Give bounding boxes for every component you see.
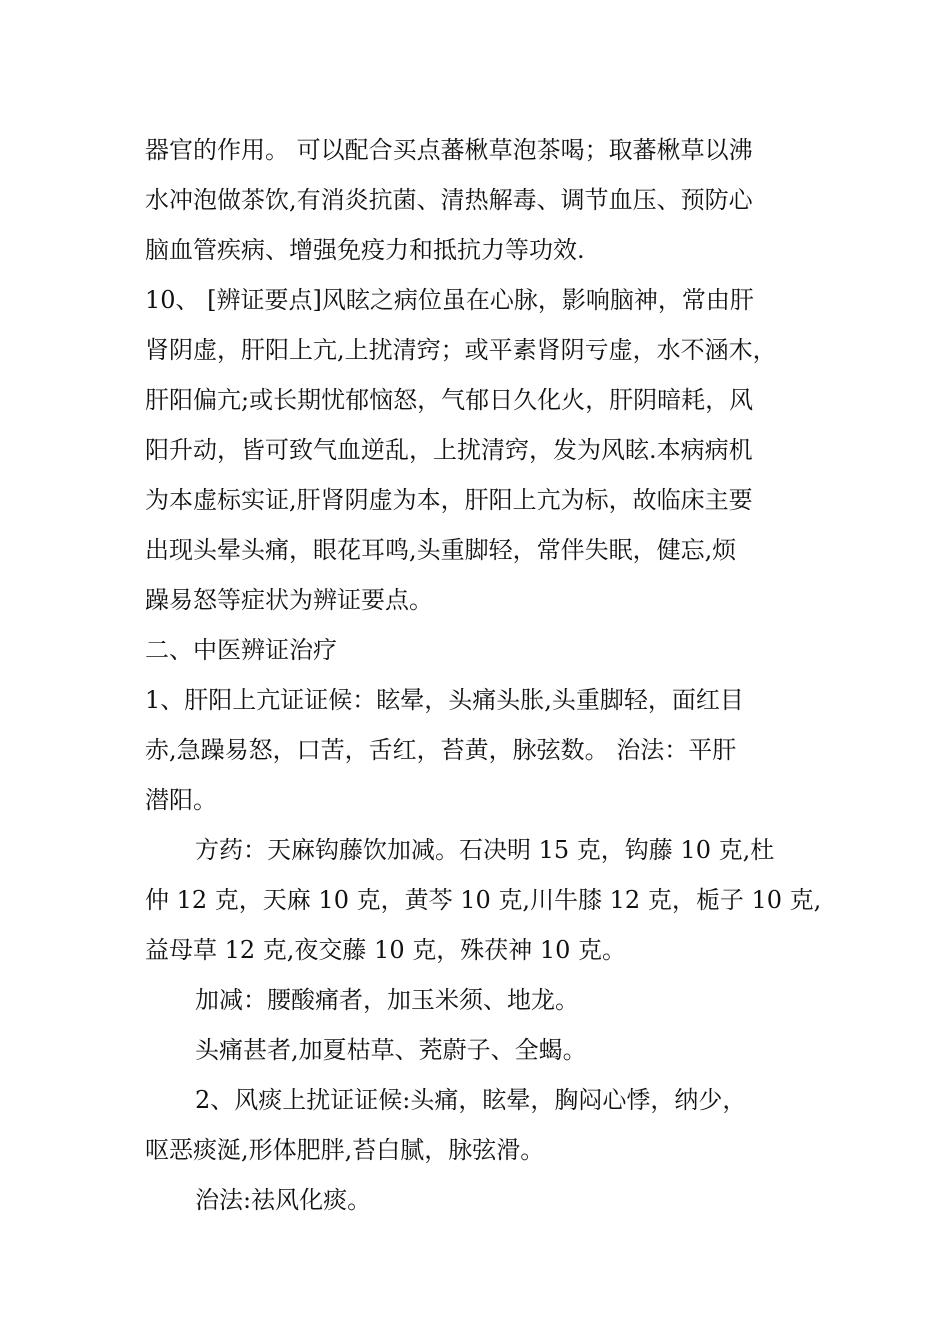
section-heading: 二、中医辨证治疗: [145, 636, 337, 664]
text-line: 阳升动，皆可致气血逆乱，上扰清窍，发为风眩.本病病机: [145, 436, 753, 464]
text-line: 10、 [辨证要点]风眩之病位虽在心脉，影响脑神，常由肝: [145, 286, 754, 314]
text-line: 赤,急躁易怒，口苦，舌红，苔黄，脉弦数。 治法：平肝: [145, 736, 737, 764]
text-line: 肝阳偏亢;或长期忧郁恼怒，气郁日久化火，肝阴暗耗，风: [145, 386, 754, 414]
text-line: 呕恶痰涎,形体肥胖,苔白腻，脉弦滑。: [145, 1136, 545, 1164]
text-line: 仲 12 克，天麻 10 克，黄芩 10 克,川牛膝 12 克，栀子 10 克,: [145, 886, 822, 914]
text-line: 治法:祛风化痰。: [195, 1186, 372, 1214]
text-line: 躁易怒等症状为辨证要点。: [145, 586, 433, 614]
text-line: 头痛甚者,加夏枯草、茺蔚子、全蝎。: [195, 1036, 587, 1064]
text-line: 益母草 12 克,夜交藤 10 克，殊茯神 10 克。: [145, 936, 627, 964]
text-line: 为本虚标实证,肝肾阴虚为本，肝阳上亢为标，故临床主要: [145, 486, 753, 514]
text-line: 方药：天麻钩藤饮加减。石决明 15 克，钩藤 10 克,杜: [195, 836, 775, 864]
text-line: 水冲泡做茶饮,有消炎抗菌、清热解毒、调节血压、预防心: [145, 186, 753, 214]
text-line: 出现头晕头痛，眼花耳鸣,头重脚轻，常伴失眠，健忘,烦: [145, 536, 737, 564]
text-line: 器官的作用。 可以配合买点蕃楸草泡茶喝；取蕃楸草以沸: [145, 136, 753, 164]
text-line: 加减：腰酸痛者，加玉米须、地龙。: [195, 986, 579, 1014]
text-line: 肾阴虚，肝阳上亢,上扰清窍；或平素肾阴亏虚，水不涵木，: [145, 336, 777, 364]
text-line: 潜阳。: [145, 786, 217, 814]
text-line: 脑血管疾病、增强免疫力和抵抗力等功效.: [145, 236, 585, 264]
text-line: 2、风痰上扰证证候:头痛，眩晕，胸闷心悸，纳少，: [195, 1086, 747, 1114]
text-line: 1、肝阳上亢证证候：眩晕，头痛头胀,头重脚轻，面红目: [145, 686, 744, 714]
